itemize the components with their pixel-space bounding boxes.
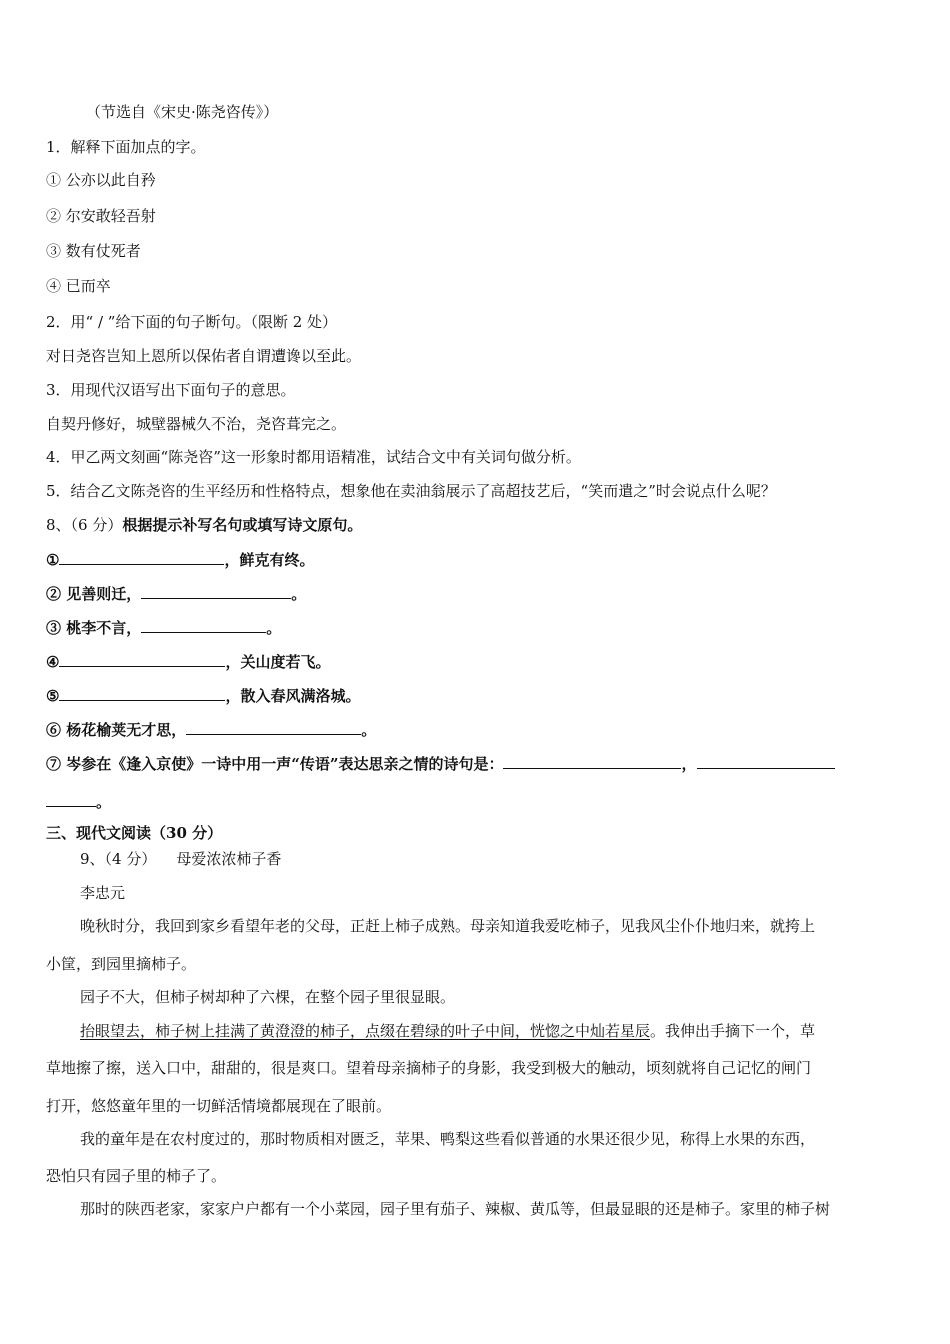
article-author: 李忠元 bbox=[80, 884, 126, 902]
section-heading: 三、现代文阅读（30 分） bbox=[46, 824, 223, 842]
q1-item-4: ④ 已而卒 bbox=[46, 277, 111, 295]
q2-stem: 2．用“ / ”给下面的句子断句。（限断 2 处） bbox=[46, 313, 338, 331]
q3-stem: 3．用现代汉语写出下面句子的意思。 bbox=[46, 381, 296, 399]
q8-item-6: ⑥ 杨花榆荚无才思， 。 bbox=[46, 721, 377, 739]
paragraph-5-line-1: 那时的陕西老家，家家户户都有一个小菜园，园子里有茄子、辣椒、黄瓜等，但最显眼的还是柿子。家里的柿子树 bbox=[80, 1200, 831, 1218]
answer-blank[interactable] bbox=[59, 549, 224, 565]
q9-title-line bbox=[80, 849, 281, 869]
paragraph-3-line-2: 草地擦了擦，送入口中，甜甜的，很是爽口。望着母亲摘柿子的身影，我受到极大的触动，顷刻就将自己记忆的闸门 bbox=[46, 1059, 812, 1077]
answer-blank[interactable] bbox=[46, 791, 96, 807]
source-line: （节选自《宋史·陈尧咨传》） bbox=[86, 103, 279, 121]
q1-item-2: ② 尔安敢轻吾射 bbox=[46, 207, 156, 225]
paragraph-4-line-1: 我的童年是在农村度过的，那时物质相对匮乏，苹果、鸭梨这些看似普通的水果还很少见，称得上水果的东西， bbox=[80, 1130, 816, 1148]
q8-item-7: ⑦ 岑参在《逢入京使》一诗中用一声“传语”表达思亲之情的诗句是： ， bbox=[46, 753, 835, 774]
q8-item-5: ⑤ ，散入春风满洛城。 bbox=[46, 687, 361, 705]
answer-blank[interactable] bbox=[503, 753, 681, 769]
q9-prefix: 9、（4 分） bbox=[80, 850, 157, 868]
q1-item-1: ① 公亦以此自矜 bbox=[46, 171, 156, 189]
answer-blank[interactable] bbox=[697, 753, 835, 769]
answer-blank[interactable] bbox=[141, 617, 266, 633]
q1-item-3: ③ 数有仗死者 bbox=[46, 242, 141, 260]
answer-blank[interactable] bbox=[59, 651, 225, 667]
paragraph-2: 园子不大，但柿子树却种了六棵，在整个园子里很显眼。 bbox=[80, 988, 456, 1006]
answer-blank[interactable] bbox=[186, 719, 361, 735]
q2-text: 对日尧咨岂知上恩所以保佑者自谓遭谗以至此。 bbox=[46, 347, 362, 365]
underlined-sentence: 抬眼望去，柿子树上挂满了黄澄澄的柿子，点缀在碧绿的叶子中间，恍惚之中灿若星辰 bbox=[80, 1022, 651, 1040]
paragraph-1-line-1: 晚秋时分，我回到家乡看望年老的父母，正赶上柿子成熟。母亲知道我爱吃柿子，见我风尘仆仆地归来，就挎上 bbox=[80, 917, 816, 935]
paragraph-3-line-1: 抬眼望去，柿子树上挂满了黄澄澄的柿子，点缀在碧绿的叶子中间，恍惚之中灿若星辰。我伸出手摘下一个，草 bbox=[80, 1022, 816, 1040]
q4-stem: 4．甲乙两文刻画“陈尧咨”这一形象时都用语精准，试结合文中有关词句做分析。 bbox=[46, 448, 581, 466]
q8-item-4: ④ ，关山度若飞。 bbox=[46, 653, 331, 671]
q3-text: 自契丹修好，城壁器械久不治，尧咨葺完之。 bbox=[46, 415, 347, 433]
q8-stem: 根据提示补写名句或填写诗文原句。 bbox=[122, 516, 363, 534]
q8-prefix: 8、（6 分） bbox=[46, 516, 123, 534]
paragraph-4-line-2: 恐怕只有园子里的柿子了。 bbox=[46, 1167, 227, 1185]
q1-stem: 1．解释下面加点的字。 bbox=[46, 138, 206, 156]
q8-item-1: ① ，鲜克有终。 bbox=[46, 551, 315, 569]
answer-blank[interactable] bbox=[141, 583, 291, 599]
q8-stem-line bbox=[46, 515, 362, 535]
q8-item-2: ② 见善则迁， 。 bbox=[46, 585, 307, 603]
q5-stem: 5．结合乙文陈尧咨的生平经历和性格特点，想象他在卖油翁展示了高超技艺后，“笑而遣之”时会说点什么呢？ bbox=[46, 482, 776, 500]
paragraph-1-line-2: 小筐，到园里摘柿子。 bbox=[46, 955, 197, 973]
answer-blank[interactable] bbox=[59, 685, 225, 701]
article-title: 母爱浓浓柿子香 bbox=[176, 850, 282, 868]
q8-item-3: ③ 桃李不言， 。 bbox=[46, 619, 282, 637]
q8-item-7-cont: 。 bbox=[46, 791, 111, 812]
paragraph-3-line-3: 打开，悠悠童年里的一切鲜活情境都展现在了眼前。 bbox=[46, 1097, 392, 1115]
